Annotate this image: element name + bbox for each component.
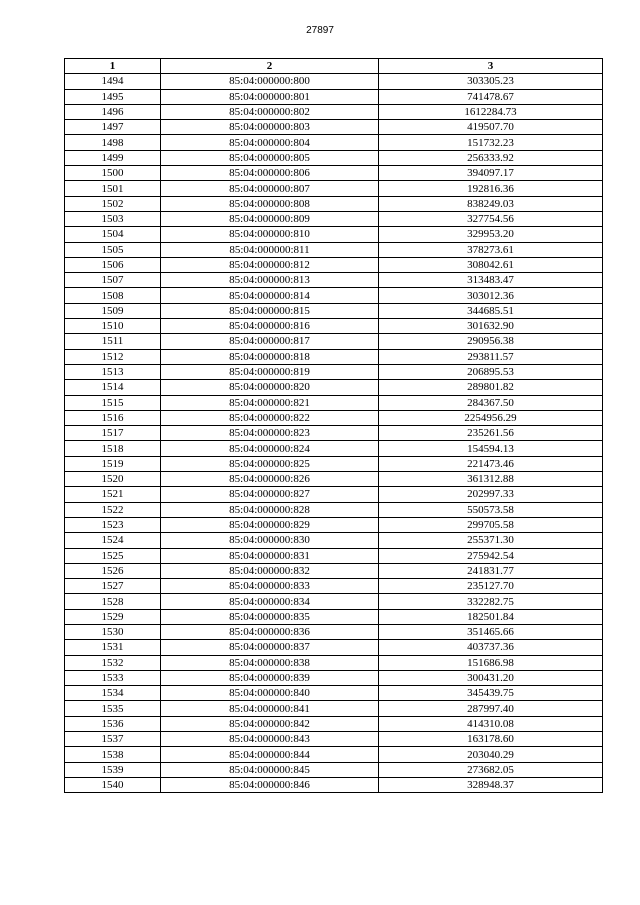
table-row bbox=[65, 120, 603, 135]
cadastral-number-cell: 85:04:000000:834 bbox=[161, 594, 379, 609]
row-number-cell: 1511 bbox=[65, 334, 161, 349]
row-number-cell: 1512 bbox=[65, 349, 161, 364]
cadastral-number-cell: 85:04:000000:819 bbox=[161, 364, 379, 379]
row-number-cell: 1497 bbox=[65, 120, 161, 135]
value-cell: 235127.70 bbox=[379, 579, 603, 594]
table-row bbox=[65, 686, 603, 701]
table-row bbox=[65, 135, 603, 150]
cadastral-number-cell: 85:04:000000:841 bbox=[161, 701, 379, 716]
row-number-cell: 1507 bbox=[65, 273, 161, 288]
value-cell: 151732.23 bbox=[379, 135, 603, 150]
cadastral-number-cell: 85:04:000000:808 bbox=[161, 196, 379, 211]
header-col-2: 2 bbox=[161, 59, 379, 74]
table-row bbox=[65, 502, 603, 517]
cadastral-number-cell: 85:04:000000:840 bbox=[161, 686, 379, 701]
value-cell: 154594.13 bbox=[379, 441, 603, 456]
row-number-cell: 1539 bbox=[65, 762, 161, 777]
cadastral-number-cell: 85:04:000000:833 bbox=[161, 579, 379, 594]
table-row bbox=[65, 732, 603, 747]
value-cell: 300431.20 bbox=[379, 670, 603, 685]
row-number-cell: 1501 bbox=[65, 181, 161, 196]
row-number-cell: 1523 bbox=[65, 517, 161, 532]
cadastral-number-cell: 85:04:000000:818 bbox=[161, 349, 379, 364]
row-number-cell: 1524 bbox=[65, 533, 161, 548]
value-cell: 235261.56 bbox=[379, 426, 603, 441]
row-number-cell: 1519 bbox=[65, 456, 161, 471]
row-number-cell: 1540 bbox=[65, 777, 161, 792]
cadastral-number-cell: 85:04:000000:812 bbox=[161, 257, 379, 272]
cadastral-number-cell: 85:04:000000:827 bbox=[161, 487, 379, 502]
value-cell: 221473.46 bbox=[379, 456, 603, 471]
value-cell: 273682.05 bbox=[379, 762, 603, 777]
cadastral-number-cell: 85:04:000000:824 bbox=[161, 441, 379, 456]
value-cell: 2254956.29 bbox=[379, 410, 603, 425]
table-row bbox=[65, 89, 603, 104]
table-row bbox=[65, 701, 603, 716]
header-row bbox=[65, 59, 603, 74]
table-row bbox=[65, 426, 603, 441]
table-row bbox=[65, 624, 603, 639]
cadastral-number-cell: 85:04:000000:835 bbox=[161, 609, 379, 624]
cadastral-number-cell: 85:04:000000:825 bbox=[161, 456, 379, 471]
cadastral-number-cell: 85:04:000000:821 bbox=[161, 395, 379, 410]
value-cell: 313483.47 bbox=[379, 273, 603, 288]
row-number-cell: 1533 bbox=[65, 670, 161, 685]
value-cell: 182501.84 bbox=[379, 609, 603, 624]
table-row bbox=[65, 150, 603, 165]
cadastral-number-cell: 85:04:000000:836 bbox=[161, 624, 379, 639]
row-number-cell: 1522 bbox=[65, 502, 161, 517]
table-row bbox=[65, 211, 603, 226]
table-body bbox=[65, 74, 603, 793]
value-cell: 329953.20 bbox=[379, 227, 603, 242]
row-number-cell: 1505 bbox=[65, 242, 161, 257]
value-cell: 327754.56 bbox=[379, 211, 603, 226]
page-number: 27897 bbox=[306, 25, 334, 36]
cadastral-number-cell: 85:04:000000:837 bbox=[161, 640, 379, 655]
table-row bbox=[65, 655, 603, 670]
table-row bbox=[65, 777, 603, 792]
value-cell: 203040.29 bbox=[379, 747, 603, 762]
cadastral-number-cell: 85:04:000000:811 bbox=[161, 242, 379, 257]
cadastral-number-cell: 85:04:000000:800 bbox=[161, 74, 379, 89]
value-cell: 290956.38 bbox=[379, 334, 603, 349]
cadastral-number-cell: 85:04:000000:805 bbox=[161, 150, 379, 165]
row-number-cell: 1521 bbox=[65, 487, 161, 502]
table-row bbox=[65, 640, 603, 655]
cadastral-number-cell: 85:04:000000:830 bbox=[161, 533, 379, 548]
table-row bbox=[65, 594, 603, 609]
table-header bbox=[65, 59, 603, 74]
cadastral-number-cell: 85:04:000000:839 bbox=[161, 670, 379, 685]
value-cell: 1612284.73 bbox=[379, 104, 603, 119]
row-number-cell: 1504 bbox=[65, 227, 161, 242]
cadastral-number-cell: 85:04:000000:814 bbox=[161, 288, 379, 303]
row-number-cell: 1518 bbox=[65, 441, 161, 456]
value-cell: 151686.98 bbox=[379, 655, 603, 670]
value-cell: 163178.60 bbox=[379, 732, 603, 747]
row-number-cell: 1496 bbox=[65, 104, 161, 119]
row-number-cell: 1527 bbox=[65, 579, 161, 594]
value-cell: 241831.77 bbox=[379, 563, 603, 578]
header-col-3: 3 bbox=[379, 59, 603, 74]
table-row bbox=[65, 395, 603, 410]
row-number-cell: 1498 bbox=[65, 135, 161, 150]
table-row bbox=[65, 517, 603, 532]
row-number-cell: 1534 bbox=[65, 686, 161, 701]
row-number-cell: 1536 bbox=[65, 716, 161, 731]
cadastral-number-cell: 85:04:000000:822 bbox=[161, 410, 379, 425]
row-number-cell: 1526 bbox=[65, 563, 161, 578]
row-number-cell: 1514 bbox=[65, 380, 161, 395]
row-number-cell: 1510 bbox=[65, 319, 161, 334]
cadastral-number-cell: 85:04:000000:815 bbox=[161, 303, 379, 318]
row-number-cell: 1529 bbox=[65, 609, 161, 624]
cadastral-number-cell: 85:04:000000:846 bbox=[161, 777, 379, 792]
table-row bbox=[65, 319, 603, 334]
table-row bbox=[65, 257, 603, 272]
row-number-cell: 1535 bbox=[65, 701, 161, 716]
table-row bbox=[65, 303, 603, 318]
cadastral-number-cell: 85:04:000000:845 bbox=[161, 762, 379, 777]
row-number-cell: 1513 bbox=[65, 364, 161, 379]
table-row bbox=[65, 579, 603, 594]
value-cell: 303012.36 bbox=[379, 288, 603, 303]
table-row bbox=[65, 242, 603, 257]
cadastral-number-cell: 85:04:000000:823 bbox=[161, 426, 379, 441]
value-cell: 378273.61 bbox=[379, 242, 603, 257]
cadastral-number-cell: 85:04:000000:843 bbox=[161, 732, 379, 747]
value-cell: 289801.82 bbox=[379, 380, 603, 395]
table-row bbox=[65, 166, 603, 181]
cadastral-number-cell: 85:04:000000:817 bbox=[161, 334, 379, 349]
table-row bbox=[65, 380, 603, 395]
table-row bbox=[65, 410, 603, 425]
data-table bbox=[64, 58, 603, 793]
table-row bbox=[65, 196, 603, 211]
row-number-cell: 1517 bbox=[65, 426, 161, 441]
cadastral-number-cell: 85:04:000000:838 bbox=[161, 655, 379, 670]
cadastral-number-cell: 85:04:000000:826 bbox=[161, 472, 379, 487]
value-cell: 255371.30 bbox=[379, 533, 603, 548]
value-cell: 287997.40 bbox=[379, 701, 603, 716]
cadastral-number-cell: 85:04:000000:842 bbox=[161, 716, 379, 731]
row-number-cell: 1530 bbox=[65, 624, 161, 639]
table-row bbox=[65, 104, 603, 119]
table-row bbox=[65, 181, 603, 196]
value-cell: 351465.66 bbox=[379, 624, 603, 639]
table-row bbox=[65, 487, 603, 502]
row-number-cell: 1502 bbox=[65, 196, 161, 211]
value-cell: 303305.23 bbox=[379, 74, 603, 89]
row-number-cell: 1509 bbox=[65, 303, 161, 318]
row-number-cell: 1516 bbox=[65, 410, 161, 425]
value-cell: 301632.90 bbox=[379, 319, 603, 334]
table-row bbox=[65, 227, 603, 242]
table-row bbox=[65, 563, 603, 578]
cadastral-number-cell: 85:04:000000:816 bbox=[161, 319, 379, 334]
value-cell: 394097.17 bbox=[379, 166, 603, 181]
row-number-cell: 1520 bbox=[65, 472, 161, 487]
row-number-cell: 1538 bbox=[65, 747, 161, 762]
cadastral-number-cell: 85:04:000000:802 bbox=[161, 104, 379, 119]
row-number-cell: 1495 bbox=[65, 89, 161, 104]
row-number-cell: 1537 bbox=[65, 732, 161, 747]
value-cell: 275942.54 bbox=[379, 548, 603, 563]
row-number-cell: 1532 bbox=[65, 655, 161, 670]
row-number-cell: 1503 bbox=[65, 211, 161, 226]
value-cell: 361312.88 bbox=[379, 472, 603, 487]
value-cell: 838249.03 bbox=[379, 196, 603, 211]
value-cell: 202997.33 bbox=[379, 487, 603, 502]
row-number-cell: 1515 bbox=[65, 395, 161, 410]
value-cell: 741478.67 bbox=[379, 89, 603, 104]
value-cell: 256333.92 bbox=[379, 150, 603, 165]
value-cell: 344685.51 bbox=[379, 303, 603, 318]
table-row bbox=[65, 288, 603, 303]
table-row bbox=[65, 273, 603, 288]
row-number-cell: 1499 bbox=[65, 150, 161, 165]
cadastral-number-cell: 85:04:000000:803 bbox=[161, 120, 379, 135]
table-row bbox=[65, 762, 603, 777]
cadastral-number-cell: 85:04:000000:810 bbox=[161, 227, 379, 242]
cadastral-number-cell: 85:04:000000:832 bbox=[161, 563, 379, 578]
cadastral-number-cell: 85:04:000000:807 bbox=[161, 181, 379, 196]
table-row bbox=[65, 441, 603, 456]
cadastral-number-cell: 85:04:000000:804 bbox=[161, 135, 379, 150]
row-number-cell: 1500 bbox=[65, 166, 161, 181]
value-cell: 328948.37 bbox=[379, 777, 603, 792]
value-cell: 419507.70 bbox=[379, 120, 603, 135]
cadastral-number-cell: 85:04:000000:809 bbox=[161, 211, 379, 226]
row-number-cell: 1494 bbox=[65, 74, 161, 89]
value-cell: 299705.58 bbox=[379, 517, 603, 532]
row-number-cell: 1508 bbox=[65, 288, 161, 303]
cadastral-number-cell: 85:04:000000:806 bbox=[161, 166, 379, 181]
cadastral-number-cell: 85:04:000000:829 bbox=[161, 517, 379, 532]
cadastral-number-cell: 85:04:000000:828 bbox=[161, 502, 379, 517]
table-row bbox=[65, 533, 603, 548]
value-cell: 414310.08 bbox=[379, 716, 603, 731]
value-cell: 284367.50 bbox=[379, 395, 603, 410]
table-row bbox=[65, 747, 603, 762]
table-row bbox=[65, 364, 603, 379]
value-cell: 345439.75 bbox=[379, 686, 603, 701]
header-col-1: 1 bbox=[65, 59, 161, 74]
cadastral-number-cell: 85:04:000000:820 bbox=[161, 380, 379, 395]
row-number-cell: 1506 bbox=[65, 257, 161, 272]
row-number-cell: 1531 bbox=[65, 640, 161, 655]
row-number-cell: 1528 bbox=[65, 594, 161, 609]
value-cell: 403737.36 bbox=[379, 640, 603, 655]
table-row bbox=[65, 609, 603, 624]
table-row bbox=[65, 670, 603, 685]
value-cell: 308042.61 bbox=[379, 257, 603, 272]
value-cell: 293811.57 bbox=[379, 349, 603, 364]
table-row bbox=[65, 472, 603, 487]
row-number-cell: 1525 bbox=[65, 548, 161, 563]
cadastral-number-cell: 85:04:000000:844 bbox=[161, 747, 379, 762]
table-row bbox=[65, 334, 603, 349]
table-row bbox=[65, 74, 603, 89]
value-cell: 192816.36 bbox=[379, 181, 603, 196]
table-row bbox=[65, 349, 603, 364]
value-cell: 206895.53 bbox=[379, 364, 603, 379]
table-row bbox=[65, 456, 603, 471]
value-cell: 332282.75 bbox=[379, 594, 603, 609]
cadastral-number-cell: 85:04:000000:831 bbox=[161, 548, 379, 563]
value-cell: 550573.58 bbox=[379, 502, 603, 517]
cadastral-number-cell: 85:04:000000:801 bbox=[161, 89, 379, 104]
cadastral-number-cell: 85:04:000000:813 bbox=[161, 273, 379, 288]
table-row bbox=[65, 548, 603, 563]
table-row bbox=[65, 716, 603, 731]
